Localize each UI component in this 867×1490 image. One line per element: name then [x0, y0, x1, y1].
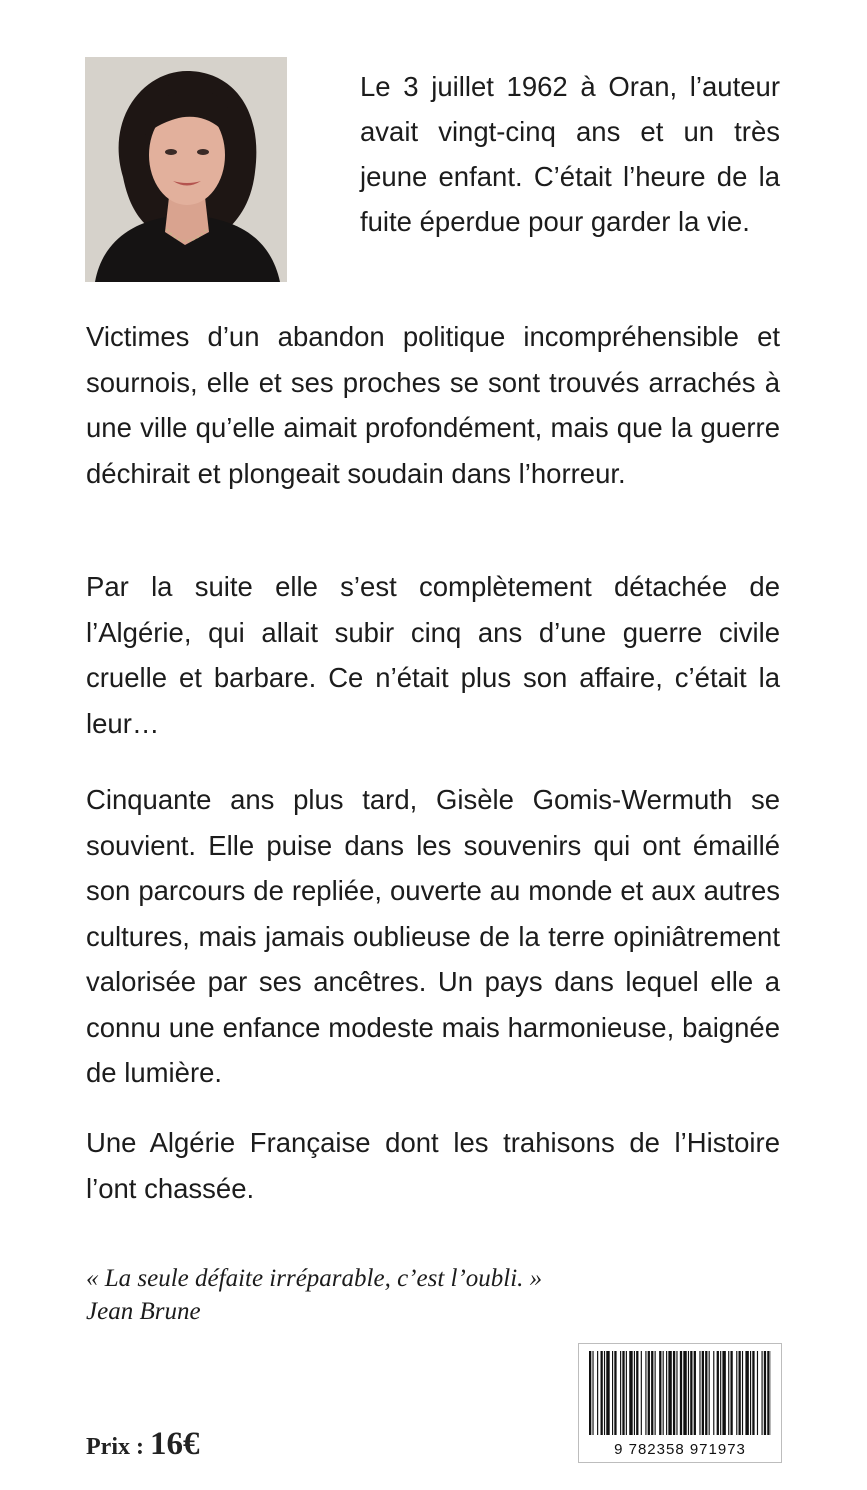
barcode-bar — [757, 1351, 758, 1435]
barcode-bar — [730, 1351, 732, 1435]
barcode-bar — [592, 1351, 593, 1435]
barcode-bar — [752, 1351, 754, 1435]
epigraph-author: Jean Brune — [86, 1298, 201, 1325]
barcode-bar — [722, 1351, 725, 1435]
barcode-bar — [676, 1351, 677, 1435]
barcode-bar — [622, 1351, 624, 1435]
price-label — [86, 1426, 199, 1463]
paragraph-1: Victimes d’un abandon politique incompréhensible et sournois, elle et ses proches se sont trouvés arrachés à une ville qu’elle aimait profondément, mais que la guerre déchirait et plongeait soudain dans l’horreur. — [86, 321, 780, 489]
paragraph-2: Par la suite elle s’est complètement détachée de l’Algérie, qui allait subir cinq ans d’une guerre civile cruelle et barbare. Ce n’était plus son affaire, c’était la leur… — [86, 571, 780, 739]
epigraph-quote: « La seule défaite irréparable, c’est l’oubli. » — [86, 1265, 543, 1292]
barcode-bar — [745, 1351, 748, 1435]
isbn-number: 9 782358 971973 — [614, 1441, 746, 1458]
barcode-bar — [728, 1351, 729, 1435]
barcode-bar — [705, 1351, 707, 1435]
barcode-bar — [648, 1351, 650, 1435]
barcode-bar — [767, 1351, 769, 1435]
barcode-bar — [597, 1351, 598, 1435]
barcode-bar — [702, 1351, 704, 1435]
author-photo — [85, 57, 287, 282]
barcode-bar — [612, 1351, 613, 1435]
barcode-bar — [604, 1351, 605, 1435]
barcode-bar — [668, 1351, 671, 1435]
barcode-bar — [606, 1351, 609, 1435]
barcode-bar — [688, 1351, 689, 1435]
barcode-bar — [683, 1351, 686, 1435]
barcode-bar — [659, 1351, 661, 1435]
barcode-bar — [720, 1351, 721, 1435]
barcode-bar — [717, 1351, 719, 1435]
barcode-bar — [699, 1351, 700, 1435]
barcode-bar — [690, 1351, 692, 1435]
paragraph-4: Une Algérie Française dont les trahisons de l’Histoire l’ont chassée. — [86, 1127, 780, 1204]
barcode-bar — [680, 1351, 682, 1435]
barcode-bar — [626, 1351, 627, 1435]
barcode-bar — [736, 1351, 737, 1435]
barcode-bar — [750, 1351, 751, 1435]
barcode-bar — [764, 1351, 766, 1435]
barcode-bar — [601, 1351, 603, 1435]
barcode-bar — [636, 1351, 638, 1435]
intro-paragraph: Le 3 juillet 1962 à Oran, l’auteur avait vingt-cinq ans et un très jeune enfant. C’était l’heure de la fuite éperdue pour garder la vie. — [360, 71, 780, 237]
barcode-bar — [629, 1351, 632, 1435]
barcode-bar — [645, 1351, 646, 1435]
barcode-bar — [614, 1351, 616, 1435]
barcode-bar — [589, 1351, 591, 1435]
barcode-bar — [634, 1351, 635, 1435]
barcode-bar — [673, 1351, 675, 1435]
barcode-bar — [641, 1351, 642, 1435]
barcode-bar — [742, 1351, 743, 1435]
barcode-bar — [762, 1351, 763, 1435]
price-amount: 16€ — [149, 1426, 200, 1462]
barcode-bar — [620, 1351, 621, 1435]
barcode-bar — [651, 1351, 653, 1435]
barcode-bar — [694, 1351, 696, 1435]
price-prefix: Prix : — [86, 1434, 150, 1460]
barcode-bar — [739, 1351, 741, 1435]
barcode-bar — [655, 1351, 656, 1435]
isbn-barcode — [578, 1343, 782, 1463]
paragraph-3: Cinquante ans plus tard, Gisèle Gomis-Wermuth se souvient. Elle puise dans les souvenirs qui ont émaillé son parcours de repliée, ouverte au monde et aux autres cultures, mais jamais oublieuse de la terre opiniâtrement valorisée par ses ancêtres. Un pays dans lequel elle a connu une enfance modeste mais harmonieuse, baignée de lumière. — [86, 784, 780, 1088]
barcode-bar — [666, 1351, 667, 1435]
barcode-bars — [589, 1351, 771, 1435]
barcode-bar — [713, 1351, 714, 1435]
barcode-bar — [709, 1351, 710, 1435]
barcode-bar — [663, 1351, 664, 1435]
